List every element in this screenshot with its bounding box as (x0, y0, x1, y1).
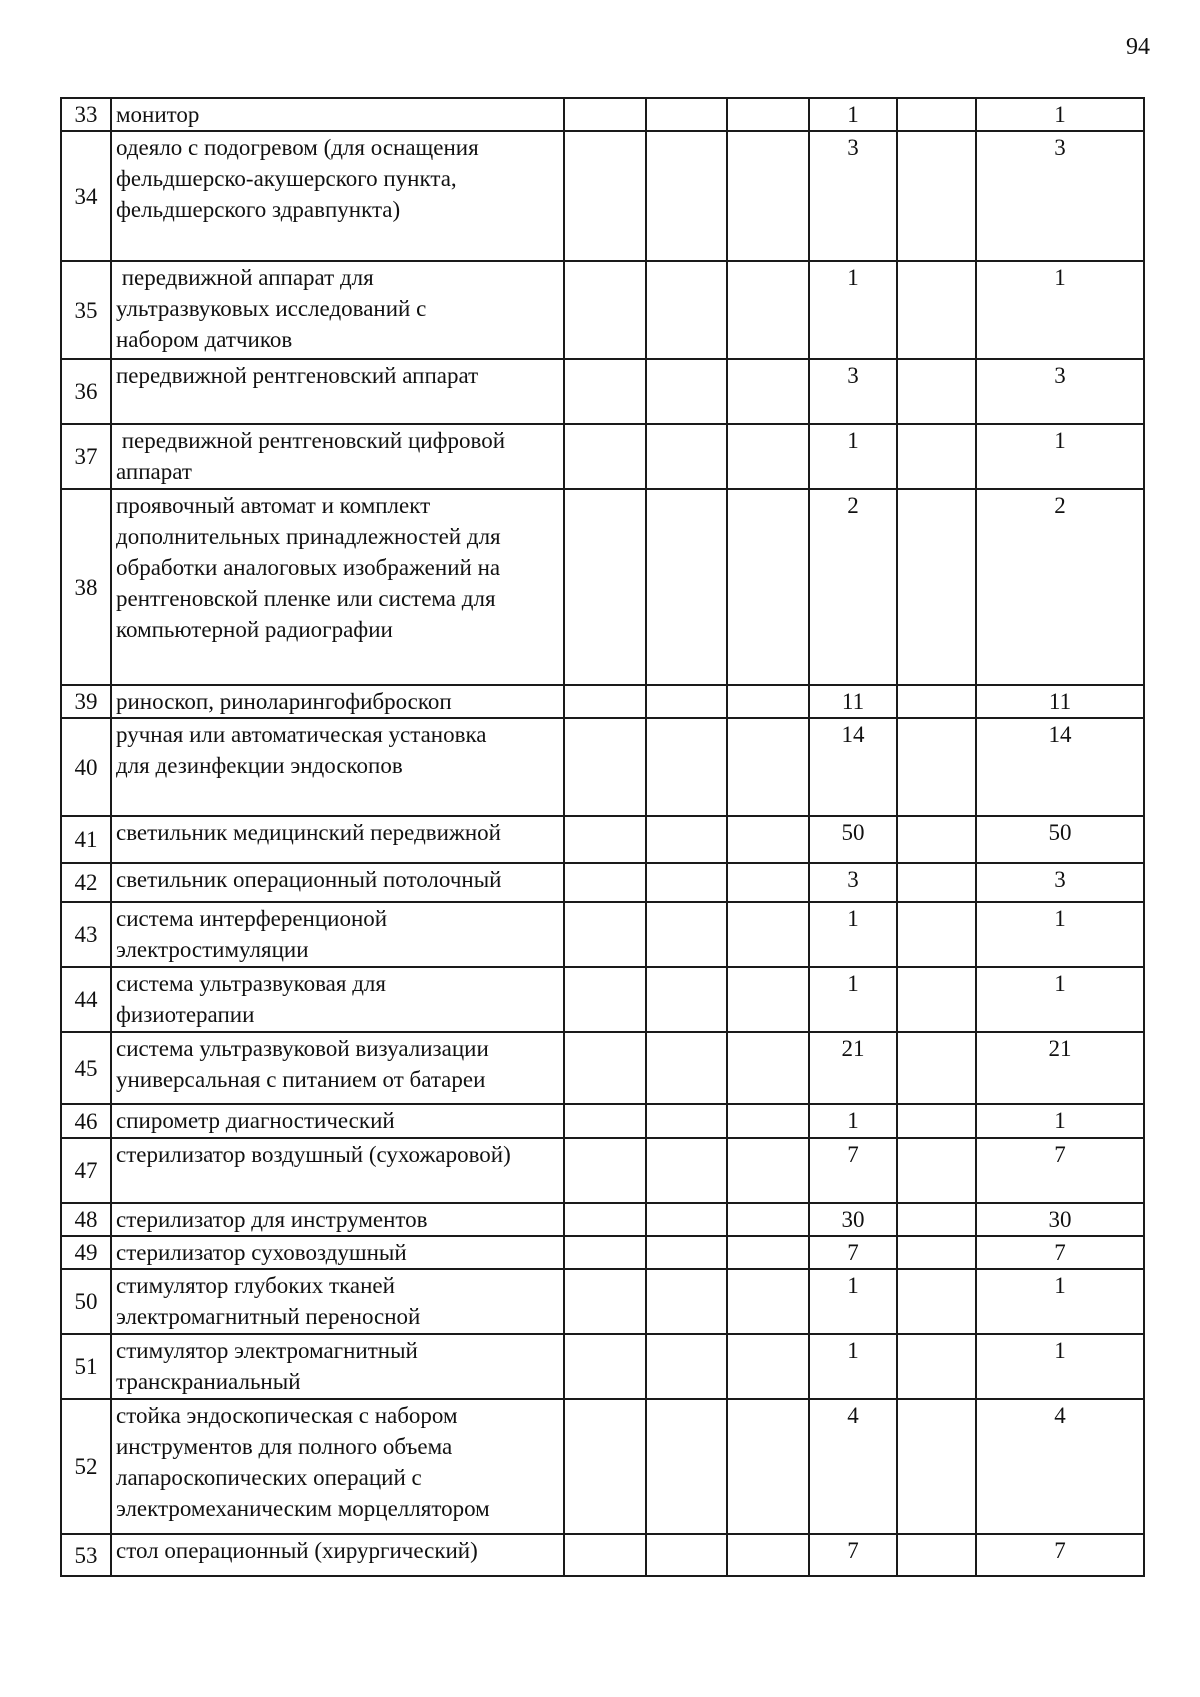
equipment-name-cell (111, 424, 564, 489)
total-quantity-cell: 3 (976, 863, 1144, 902)
table-row (61, 816, 1144, 863)
empty-cell (727, 261, 809, 359)
empty-cell (564, 1399, 646, 1534)
empty-cell (564, 98, 646, 131)
total-quantity-cell: 50 (976, 816, 1144, 863)
empty-cell (727, 1334, 809, 1399)
empty-cell (897, 261, 976, 359)
equipment-name: система ультразвуковой визуализации универсальная с питанием от батареи (116, 1036, 489, 1092)
empty-cell (646, 816, 727, 863)
row-number: 48 (61, 1203, 111, 1236)
equipment-name: спирометр диагностический (116, 1108, 395, 1133)
equipment-name: передвижной рентгеновский цифровой аппарат (116, 428, 506, 484)
equipment-name: стимулятор глубоких тканей электромагнитный переносной (116, 1273, 421, 1329)
empty-cell (897, 131, 976, 261)
total-quantity-cell: 21 (976, 1032, 1144, 1104)
empty-cell (727, 424, 809, 489)
quantity-cell: 1 (809, 261, 897, 359)
equipment-name-cell (111, 1032, 564, 1104)
empty-cell (646, 131, 727, 261)
empty-cell (727, 1104, 809, 1138)
equipment-name: проявочный автомат и комплект дополнительных принадлежностей для обработки аналоговых изображений на рентгеновской пленке или система для компьютерной радиографии (116, 493, 501, 642)
equipment-name: монитор (116, 102, 200, 127)
empty-cell (727, 1399, 809, 1534)
equipment-name-cell (111, 1138, 564, 1203)
quantity-cell: 50 (809, 816, 897, 863)
empty-cell (564, 359, 646, 424)
empty-cell (727, 1032, 809, 1104)
table-body (61, 98, 1144, 1576)
table-row (61, 685, 1144, 718)
empty-cell (564, 902, 646, 967)
total-quantity-cell: 1 (976, 424, 1144, 489)
table-row (61, 424, 1144, 489)
empty-cell (564, 1203, 646, 1236)
empty-cell (897, 1138, 976, 1203)
total-quantity-cell: 7 (976, 1236, 1144, 1269)
empty-cell (897, 424, 976, 489)
empty-cell (646, 1104, 727, 1138)
empty-cell (646, 1032, 727, 1104)
quantity-cell: 7 (809, 1138, 897, 1203)
table-row (61, 1334, 1144, 1399)
table-row (61, 489, 1144, 685)
empty-cell (564, 967, 646, 1032)
equipment-name: стимулятор электромагнитный транскраниальный (116, 1338, 418, 1394)
empty-cell (727, 131, 809, 261)
equipment-name-cell (111, 1236, 564, 1269)
total-quantity-cell: 11 (976, 685, 1144, 718)
equipment-name-cell (111, 1534, 564, 1576)
empty-cell (727, 1138, 809, 1203)
quantity-cell: 1 (809, 424, 897, 489)
empty-cell (727, 967, 809, 1032)
quantity-cell: 11 (809, 685, 897, 718)
row-number: 46 (61, 1104, 111, 1138)
total-quantity-cell: 3 (976, 359, 1144, 424)
empty-cell (646, 424, 727, 489)
empty-cell (646, 98, 727, 131)
empty-cell (897, 816, 976, 863)
empty-cell (646, 1203, 727, 1236)
empty-cell (646, 1534, 727, 1576)
row-number: 39 (61, 685, 111, 718)
total-quantity-cell: 4 (976, 1399, 1144, 1534)
total-quantity-cell: 1 (976, 98, 1144, 131)
empty-cell (727, 1236, 809, 1269)
empty-cell (897, 1334, 976, 1399)
empty-cell (727, 1534, 809, 1576)
equipment-name: система интерференционой электростимуляции (116, 906, 388, 962)
equipment-name: риноскоп, риноларингофиброскоп (116, 689, 452, 714)
equipment-name: светильник медицинский передвижной (116, 820, 501, 845)
row-number: 53 (61, 1534, 111, 1576)
equipment-name: ручная или автоматическая установка для дезинфекции эндоскопов (116, 722, 487, 778)
total-quantity-cell: 1 (976, 1269, 1144, 1334)
quantity-cell: 4 (809, 1399, 897, 1534)
empty-cell (646, 1269, 727, 1334)
table-row (61, 863, 1144, 902)
empty-cell (564, 1334, 646, 1399)
total-quantity-cell: 14 (976, 718, 1144, 816)
empty-cell (897, 489, 976, 685)
equipment-name: передвижной рентгеновский аппарат (116, 363, 479, 388)
table-row (61, 1032, 1144, 1104)
equipment-name-cell (111, 816, 564, 863)
equipment-name-cell (111, 902, 564, 967)
total-quantity-cell: 30 (976, 1203, 1144, 1236)
quantity-cell: 3 (809, 131, 897, 261)
table-row (61, 1399, 1144, 1534)
table-row (61, 1104, 1144, 1138)
quantity-cell: 30 (809, 1203, 897, 1236)
row-number: 52 (61, 1399, 111, 1534)
empty-cell (646, 261, 727, 359)
equipment-name-cell (111, 718, 564, 816)
quantity-cell: 3 (809, 359, 897, 424)
total-quantity-cell: 1 (976, 967, 1144, 1032)
equipment-name-cell (111, 685, 564, 718)
equipment-name-cell (111, 131, 564, 261)
empty-cell (727, 816, 809, 863)
empty-cell (897, 98, 976, 131)
table-row (61, 1138, 1144, 1203)
equipment-name-cell (111, 261, 564, 359)
row-number: 36 (61, 359, 111, 424)
empty-cell (646, 489, 727, 685)
total-quantity-cell: 1 (976, 902, 1144, 967)
empty-cell (564, 261, 646, 359)
quantity-cell: 21 (809, 1032, 897, 1104)
equipment-name-cell (111, 359, 564, 424)
empty-cell (646, 1236, 727, 1269)
empty-cell (897, 1399, 976, 1534)
empty-cell (646, 359, 727, 424)
empty-cell (897, 1236, 976, 1269)
equipment-name-cell (111, 489, 564, 685)
empty-cell (897, 685, 976, 718)
empty-cell (646, 1334, 727, 1399)
row-number: 43 (61, 902, 111, 967)
table-row (61, 1203, 1144, 1236)
empty-cell (564, 1104, 646, 1138)
row-number: 45 (61, 1032, 111, 1104)
total-quantity-cell: 1 (976, 1334, 1144, 1399)
empty-cell (897, 863, 976, 902)
empty-cell (897, 967, 976, 1032)
empty-cell (646, 863, 727, 902)
empty-cell (727, 685, 809, 718)
equipment-name: стерилизатор воздушный (сухожаровой) (116, 1142, 511, 1167)
table-row (61, 1236, 1144, 1269)
empty-cell (646, 685, 727, 718)
equipment-name-cell (111, 98, 564, 131)
equipment-name: стерилизатор для инструментов (116, 1207, 428, 1232)
empty-cell (727, 1269, 809, 1334)
empty-cell (727, 1203, 809, 1236)
row-number: 33 (61, 98, 111, 131)
table-row (61, 1534, 1144, 1576)
empty-cell (564, 1534, 646, 1576)
empty-cell (564, 1269, 646, 1334)
empty-cell (646, 967, 727, 1032)
empty-cell (646, 718, 727, 816)
empty-cell (897, 1032, 976, 1104)
table-row (61, 359, 1144, 424)
equipment-name-cell (111, 1104, 564, 1138)
empty-cell (897, 1269, 976, 1334)
table-row (61, 902, 1144, 967)
empty-cell (646, 1399, 727, 1534)
row-number: 51 (61, 1334, 111, 1399)
equipment-name-cell (111, 1203, 564, 1236)
quantity-cell: 3 (809, 863, 897, 902)
empty-cell (897, 902, 976, 967)
empty-cell (564, 1032, 646, 1104)
quantity-cell: 14 (809, 718, 897, 816)
empty-cell (897, 1203, 976, 1236)
equipment-name: стерилизатор суховоздушный (116, 1240, 407, 1265)
empty-cell (564, 816, 646, 863)
empty-cell (646, 902, 727, 967)
row-number: 47 (61, 1138, 111, 1203)
total-quantity-cell: 7 (976, 1534, 1144, 1576)
empty-cell (564, 685, 646, 718)
equipment-name-cell (111, 967, 564, 1032)
page-number: 94 (1126, 34, 1150, 60)
empty-cell (727, 902, 809, 967)
quantity-cell: 1 (809, 98, 897, 131)
equipment-name: система ультразвуковая для физиотерапии (116, 971, 386, 1027)
empty-cell (727, 98, 809, 131)
row-number: 49 (61, 1236, 111, 1269)
row-number: 35 (61, 261, 111, 359)
equipment-name: одеяло с подогревом (для оснащения фельдшерско-акушерского пункта, фельдшерского здравпункта) (116, 135, 479, 222)
table-row (61, 98, 1144, 131)
quantity-cell: 2 (809, 489, 897, 685)
empty-cell (727, 863, 809, 902)
equipment-name-cell (111, 1269, 564, 1334)
quantity-cell: 7 (809, 1534, 897, 1576)
empty-cell (897, 718, 976, 816)
empty-cell (727, 359, 809, 424)
total-quantity-cell: 7 (976, 1138, 1144, 1203)
equipment-name: светильник операционный потолочный (116, 867, 502, 892)
empty-cell (897, 1534, 976, 1576)
row-number: 34 (61, 131, 111, 261)
table-row (61, 131, 1144, 261)
quantity-cell: 1 (809, 1334, 897, 1399)
quantity-cell: 1 (809, 967, 897, 1032)
equipment-name: стол операционный (хирургический) (116, 1538, 478, 1563)
table-row (61, 261, 1144, 359)
total-quantity-cell: 3 (976, 131, 1144, 261)
empty-cell (564, 1138, 646, 1203)
equipment-name-cell (111, 1399, 564, 1534)
total-quantity-cell: 1 (976, 1104, 1144, 1138)
empty-cell (727, 718, 809, 816)
equipment-name-cell (111, 1334, 564, 1399)
row-number: 41 (61, 816, 111, 863)
equipment-name-cell (111, 863, 564, 902)
row-number: 44 (61, 967, 111, 1032)
equipment-table (60, 97, 1145, 1577)
empty-cell (564, 489, 646, 685)
row-number: 38 (61, 489, 111, 685)
table-row (61, 718, 1144, 816)
row-number: 50 (61, 1269, 111, 1334)
total-quantity-cell: 2 (976, 489, 1144, 685)
equipment-name: стойка эндоскопическая с набором инструментов для полного объема лапароскопических операций с электромеханическим морцеллятором (116, 1403, 490, 1521)
empty-cell (564, 718, 646, 816)
empty-cell (564, 424, 646, 489)
empty-cell (564, 1236, 646, 1269)
empty-cell (897, 1104, 976, 1138)
empty-cell (564, 863, 646, 902)
row-number: 42 (61, 863, 111, 902)
table-row (61, 967, 1144, 1032)
empty-cell (727, 489, 809, 685)
quantity-cell: 1 (809, 1269, 897, 1334)
empty-cell (564, 131, 646, 261)
quantity-cell: 1 (809, 1104, 897, 1138)
row-number: 40 (61, 718, 111, 816)
quantity-cell: 1 (809, 902, 897, 967)
row-number: 37 (61, 424, 111, 489)
table-row (61, 1269, 1144, 1334)
empty-cell (646, 1138, 727, 1203)
quantity-cell: 7 (809, 1236, 897, 1269)
empty-cell (897, 359, 976, 424)
equipment-name: передвижной аппарат для ультразвуковых исследований с набором датчиков (116, 265, 427, 352)
total-quantity-cell: 1 (976, 261, 1144, 359)
